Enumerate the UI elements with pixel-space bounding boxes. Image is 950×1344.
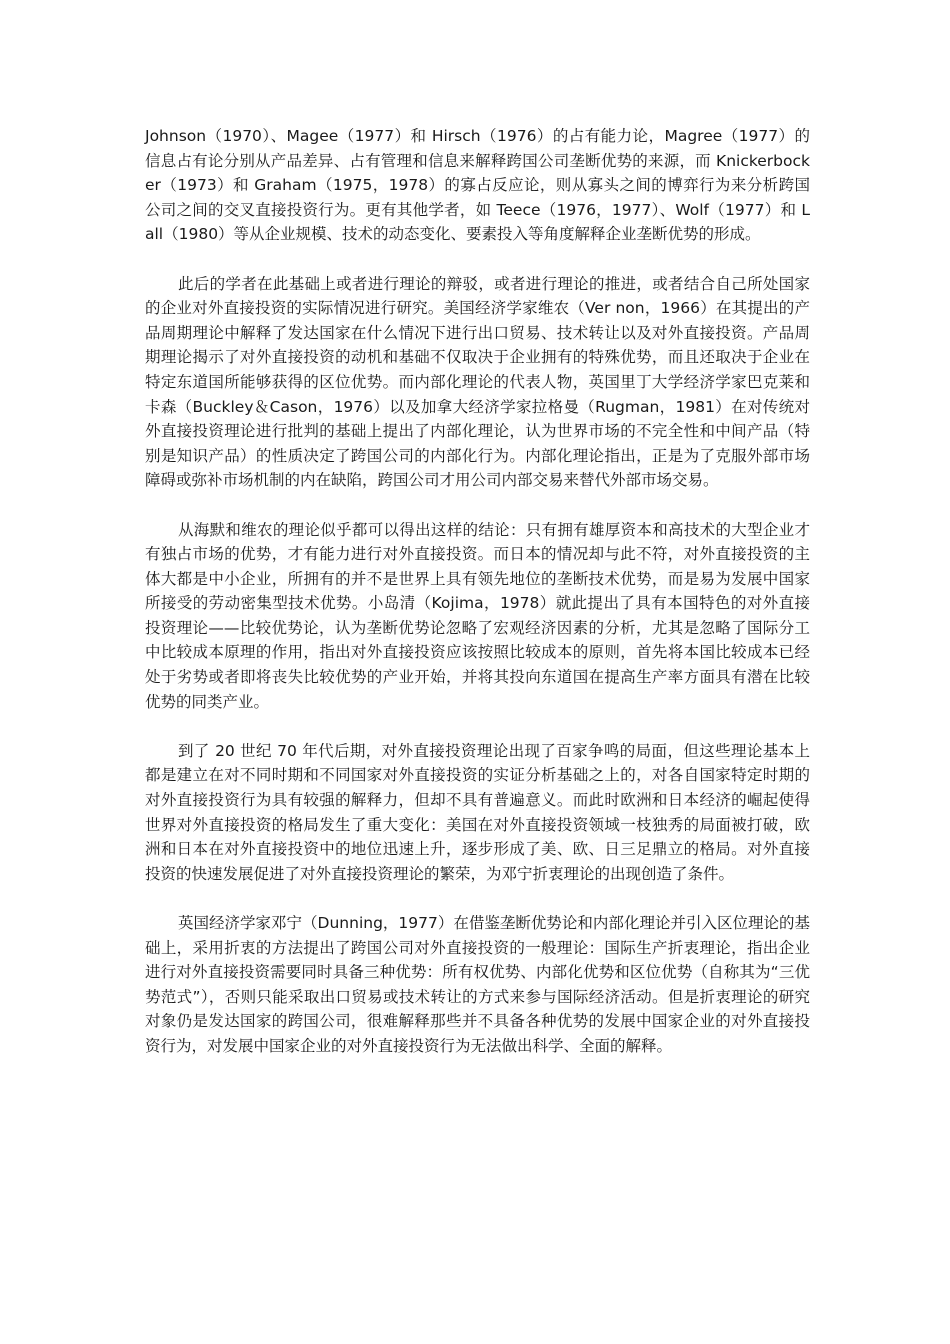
paragraph-2: 此后的学者在此基础上或者进行理论的辩驳，或者进行理论的推进，或者结合自己所处国家的企业对外直接投资的实际情况进行研究。美国经济学家维农（Ver non，1966）在其提出的产品周期理论中解释了发达国家在什么情况下进行出口贸易、技术转让以及对外直接投资。产品周期理论揭示了对外直接投资的动机和基础不仅取决于企业拥有的特殊优势，而且还取决于企业在特定东道国所能够获得的区位优势。而内部化理论的代表人物，英国里丁大学经济学家巴克莱和卡森（Buckley＆Cason，1976）以及加拿大经济学家拉格曼（Rugman，1981）在对传统对外直接投资理论进行批判的基础上提出了内部化理论，认为世界市场的不完全性和中间产品（特别是知识产品）的性质决定了跨国公司的内部化行为。内部化理论指出，正是为了克服外部市场障碍或弥补市场机制的内在缺陷，跨国公司才用公司内部交易来替代外部市场交易。 [145, 274, 810, 490]
paragraph-4: 到了 20 世纪 70 年代后期，对外直接投资理论出现了百家争鸣的局面，但这些理论基本上都是建立在对不同时期和不同国家对外直接投资的实证分析基础之上的，对各自国家特定时期的对外直接投资行为具有较强的解释力，但却不具有普遍意义。而此时欧洲和日本经济的崛起使得世界对外直接投资的格局发生了重大变化：美国在对外直接投资领域一枝独秀的局面被打破，欧洲和日本在对外直接投资中的地位迅速上升，逐步形成了美、欧、日三足鼎立的格局。对外直接投资的快速发展促进了对外直接投资理论的繁荣，为邓宁折衷理论的出现创造了条件。 [145, 741, 810, 883]
paragraph-5: 英国经济学家邓宁（Dunning，1977）在借鉴垄断优势论和内部化理论并引入区位理论的基础上，采用折衷的方法提出了跨国公司对外直接投资的一般理论：国际生产折衷理论，指出企业进行对外直接投资需要同时具备三种优势：所有权优势、内部化优势和区位优势（自称其为“三优势范式”），否则只能采取出口贸易或技术转让的方式来参与国际经济活动。但是折衷理论的研究对象仍是发达国家的跨国公司，很难解释那些并不具备各种优势的发展中国家企业的对外直接投资行为，对发展中国家企业的对外直接投资行为无法做出科学、全面的解释。 [145, 914, 810, 1055]
paragraph-3: 从海默和维农的理论似乎都可以得出这样的结论：只有拥有雄厚资本和高技术的大型企业才有独占市场的优势，才有能力进行对外直接投资。而日本的情况却与此不符，对外直接投资的主体大都是中小企业，所拥有的并不是世界上具有领先地位的垄断技术优势，而是易为发展中国家所接受的劳动密集型技术优势。小岛清（Kojima，1978）就此提出了具有本国特色的对外直接投资理论——比较优势论，认为垄断优势论忽略了宏观经济因素的分析，尤其是忽略了国际分工中比较成本原理的作用，指出对外直接投资应该按照比较成本的原则，首先将本国比较成本已经处于劣势或者即将丧失比较优势的产业开始，并将其投向东道国在提高生产率方面具有潜在比较优势的同类产业。 [145, 520, 810, 711]
paragraph-1: Johnson（1970）、Magee（1977）和 Hirsch（1976）的占有能力论，Magree（1977）的信息占有论分别从产品差异、占有管理和信息来解释跨国公司垄断优势的来源，而 Knickerbocker（1973）和 Graham（1975，1978）的寡占反应论，则从寡头之间的博弈行为来分析跨国公司之间的交叉直接投资行为。更有其他学者，如 Teece（1976，1977）、Wolf（1977）和 Lall（1980）等从企业规模、技术的动态变化、要素投入等角度解释企业垄断优势的形成。 [145, 127, 810, 244]
document-body [145, 124, 810, 1083]
